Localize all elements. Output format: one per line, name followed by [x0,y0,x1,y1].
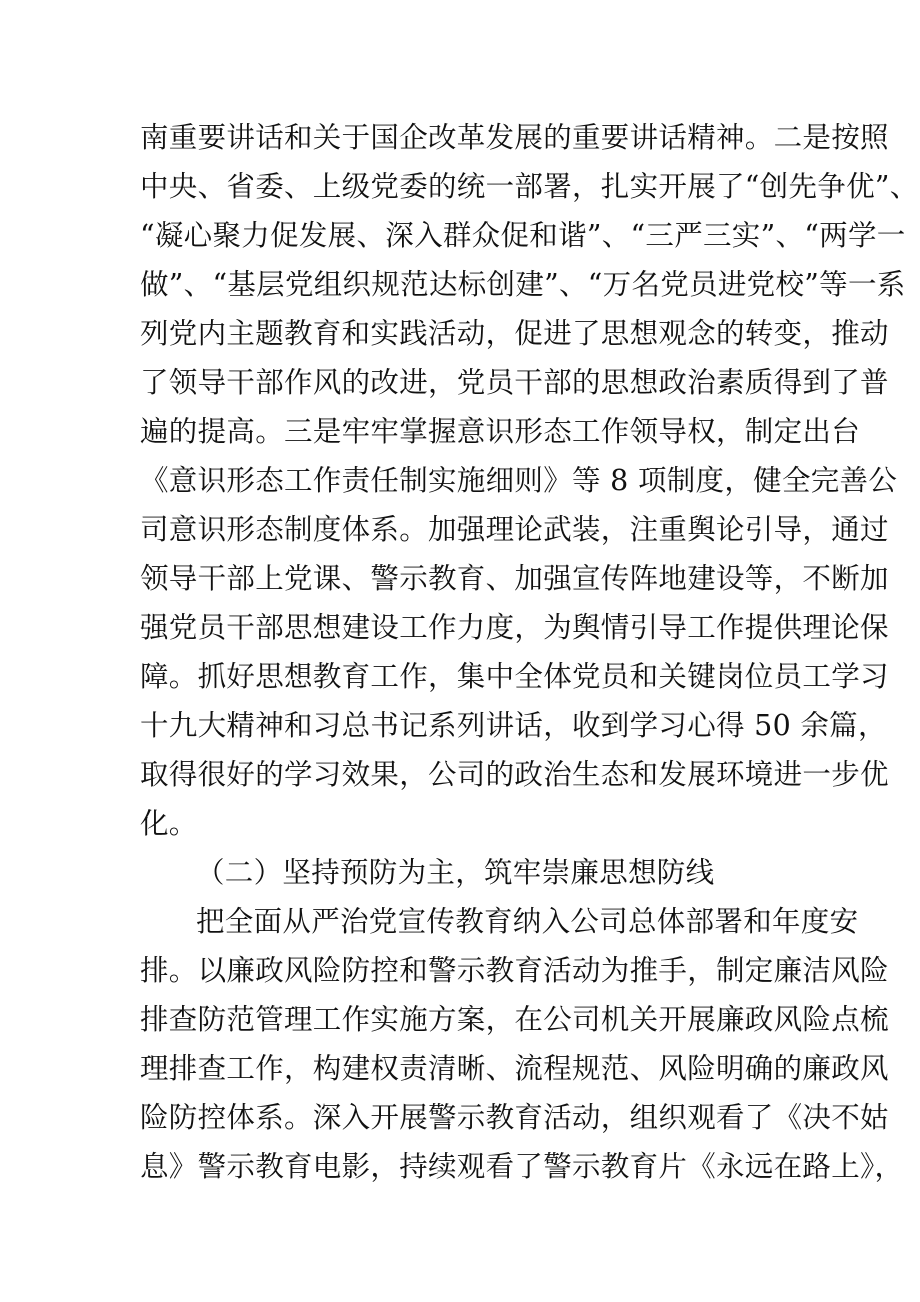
body-text-line: 司意识形态制度体系。加强理论武装，注重舆论引导，通过 [140,513,889,546]
body-text-line: 化。 [140,807,198,840]
body-text-line: 取得很好的学习效果，公司的政治生态和发展环境进一步优 [140,758,889,791]
body-text-line: 十九大精神和习总书记系列讲话，收到学习心得 50 余篇， [140,709,887,742]
body-text-line: 南重要讲话和关于国企改革发展的重要讲话精神。二是按照 [140,121,889,154]
body-text-line: 理排查工作，构建权责清晰、流程规范、风险明确的廉政风 [140,1052,889,1085]
body-text-line: “凝心聚力促发展、深入群众促和谐”、“三严三实”、“两学一 [140,219,906,252]
body-text-line: 强党员干部思想建设工作力度，为舆情引导工作提供理论保 [140,611,889,644]
body-text-line: 了领导干部作风的改进，党员干部的思想政治素质得到了普 [140,366,889,399]
body-text-line: 险防控体系。深入开展警示教育活动，组织观看了《决不姑 [140,1101,889,1134]
body-text-line: 息》警示教育电影，持续观看了警示教育片《永远在路上》， [140,1150,904,1183]
body-text-line: 做”、“基层党组织规范达标创建”、“万名党员进党校”等一系 [140,268,906,301]
body-text-line: 领导干部上党课、警示教育、加强宣传阵地建设等，不断加 [140,562,889,595]
body-text-line: 《意识形态工作责任制实施细则》等 8 项制度，健全完善公 [140,464,898,497]
body-text-line: 排。以廉政风险防控和警示教育活动为推手，制定廉洁风险 [140,954,889,987]
section-heading: （二）坚持预防为主，筑牢崇廉思想防线 [196,856,715,889]
body-text-line: 排查防范管理工作实施方案，在公司机关开展廉政风险点梳 [140,1003,889,1036]
body-text-line: 列党内主题教育和实践活动，促进了思想观念的转变，推动 [140,317,889,350]
body-text-line: 中央、省委、上级党委的统一部署，扎实开展了“创先争优”、 [140,170,919,203]
body-text-line: 障。抓好思想教育工作，集中全体党员和关键岗位员工学习 [140,660,889,693]
body-text-line: 遍的提高。三是牢牢掌握意识形态工作领导权，制定出台 [140,415,861,448]
paragraph-first-line: 把全面从严治党宣传教育纳入公司总体部署和年度安 [196,905,859,938]
